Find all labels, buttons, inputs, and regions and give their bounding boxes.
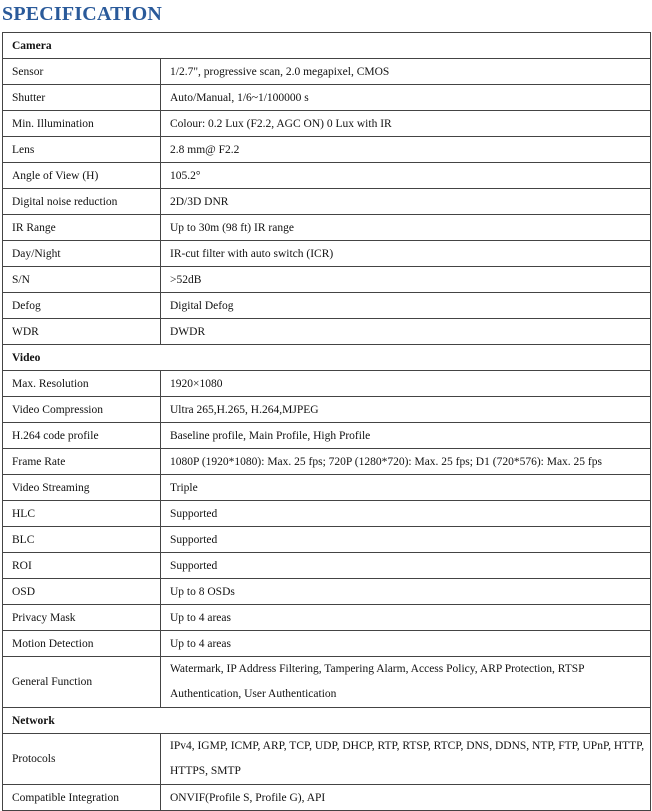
spec-value: Supported [161,501,651,527]
spec-value: 2D/3D DNR [161,189,651,215]
spec-row [3,501,651,527]
spec-value: 1080P (1920*1080): Max. 25 fps; 720P (1280*720): Max. 25 fps; D1 (720*576): Max. 25 fps [161,449,651,475]
spec-value: >52dB [161,267,651,293]
spec-value: Up to 4 areas [161,631,651,657]
spec-row [3,319,651,345]
spec-row [3,267,651,293]
spec-row [3,371,651,397]
spec-value: Watermark, IP Address Filtering, Tampering Alarm, Access Policy, ARP Protection, RTSP Authentication, User Authentication [161,657,651,708]
spec-row [3,475,651,501]
spec-row [3,163,651,189]
spec-label: Min. Illumination [3,111,161,137]
spec-label: Compatible Integration [3,785,161,811]
spec-row [3,111,651,137]
section-header: Video [3,345,651,371]
spec-row [3,734,651,785]
spec-label: WDR [3,319,161,345]
spec-value: Supported [161,553,651,579]
spec-row [3,397,651,423]
spec-value: Baseline profile, Main Profile, High Profile [161,423,651,449]
spec-row [3,293,651,319]
spec-label: Protocols [3,734,161,785]
spec-label: Sensor [3,59,161,85]
spec-label: Lens [3,137,161,163]
spec-label: ROI [3,553,161,579]
spec-value: 105.2° [161,163,651,189]
spec-value: Digital Defog [161,293,651,319]
spec-row [3,631,651,657]
section-header: Network [3,708,651,734]
spec-row [3,553,651,579]
spec-label: OSD [3,579,161,605]
spec-row [3,579,651,605]
spec-label: Privacy Mask [3,605,161,631]
spec-row [3,137,651,163]
spec-label: Video Compression [3,397,161,423]
spec-table [2,32,651,811]
spec-label: BLC [3,527,161,553]
spec-table-body [3,33,651,811]
spec-value: Supported [161,527,651,553]
spec-row [3,241,651,267]
spec-label: Defog [3,293,161,319]
spec-row [3,215,651,241]
spec-row [3,605,651,631]
spec-label: IR Range [3,215,161,241]
spec-value: 1/2.7", progressive scan, 2.0 megapixel, CMOS [161,59,651,85]
spec-value: Up to 8 OSDs [161,579,651,605]
spec-label: Day/Night [3,241,161,267]
spec-value: Colour: 0.2 Lux (F2.2, AGC ON) 0 Lux with IR [161,111,651,137]
page-title: SPECIFICATION [2,3,163,25]
spec-label: S/N [3,267,161,293]
spec-row [3,85,651,111]
section-header-row [3,708,651,734]
section-header-row [3,345,651,371]
spec-value: Up to 4 areas [161,605,651,631]
spec-row [3,423,651,449]
spec-value: Up to 30m (98 ft) IR range [161,215,651,241]
section-header-row [3,33,651,59]
spec-row [3,449,651,475]
spec-label: Shutter [3,85,161,111]
spec-label: General Function [3,657,161,708]
spec-label: Angle of View (H) [3,163,161,189]
spec-value: Ultra 265,H.265, H.264,MJPEG [161,397,651,423]
spec-value: 2.8 mm@ F2.2 [161,137,651,163]
spec-label: Digital noise reduction [3,189,161,215]
spec-row [3,657,651,708]
spec-row [3,189,651,215]
spec-label: Frame Rate [3,449,161,475]
spec-value: DWDR [161,319,651,345]
spec-label: Video Streaming [3,475,161,501]
spec-row [3,527,651,553]
spec-value: 1920×1080 [161,371,651,397]
spec-value: IPv4, IGMP, ICMP, ARP, TCP, UDP, DHCP, RTP, RTSP, RTCP, DNS, DDNS, NTP, FTP, UPnP, HTTP, HTTPS, SMTP [161,734,651,785]
spec-label: HLC [3,501,161,527]
spec-value: ONVIF(Profile S, Profile G), API [161,785,651,811]
spec-value: Triple [161,475,651,501]
section-header: Camera [3,33,651,59]
spec-label: H.264 code profile [3,423,161,449]
spec-value: Auto/Manual, 1/6~1/100000 s [161,85,651,111]
spec-row [3,59,651,85]
spec-label: Max. Resolution [3,371,161,397]
spec-value: IR-cut filter with auto switch (ICR) [161,241,651,267]
spec-label: Motion Detection [3,631,161,657]
